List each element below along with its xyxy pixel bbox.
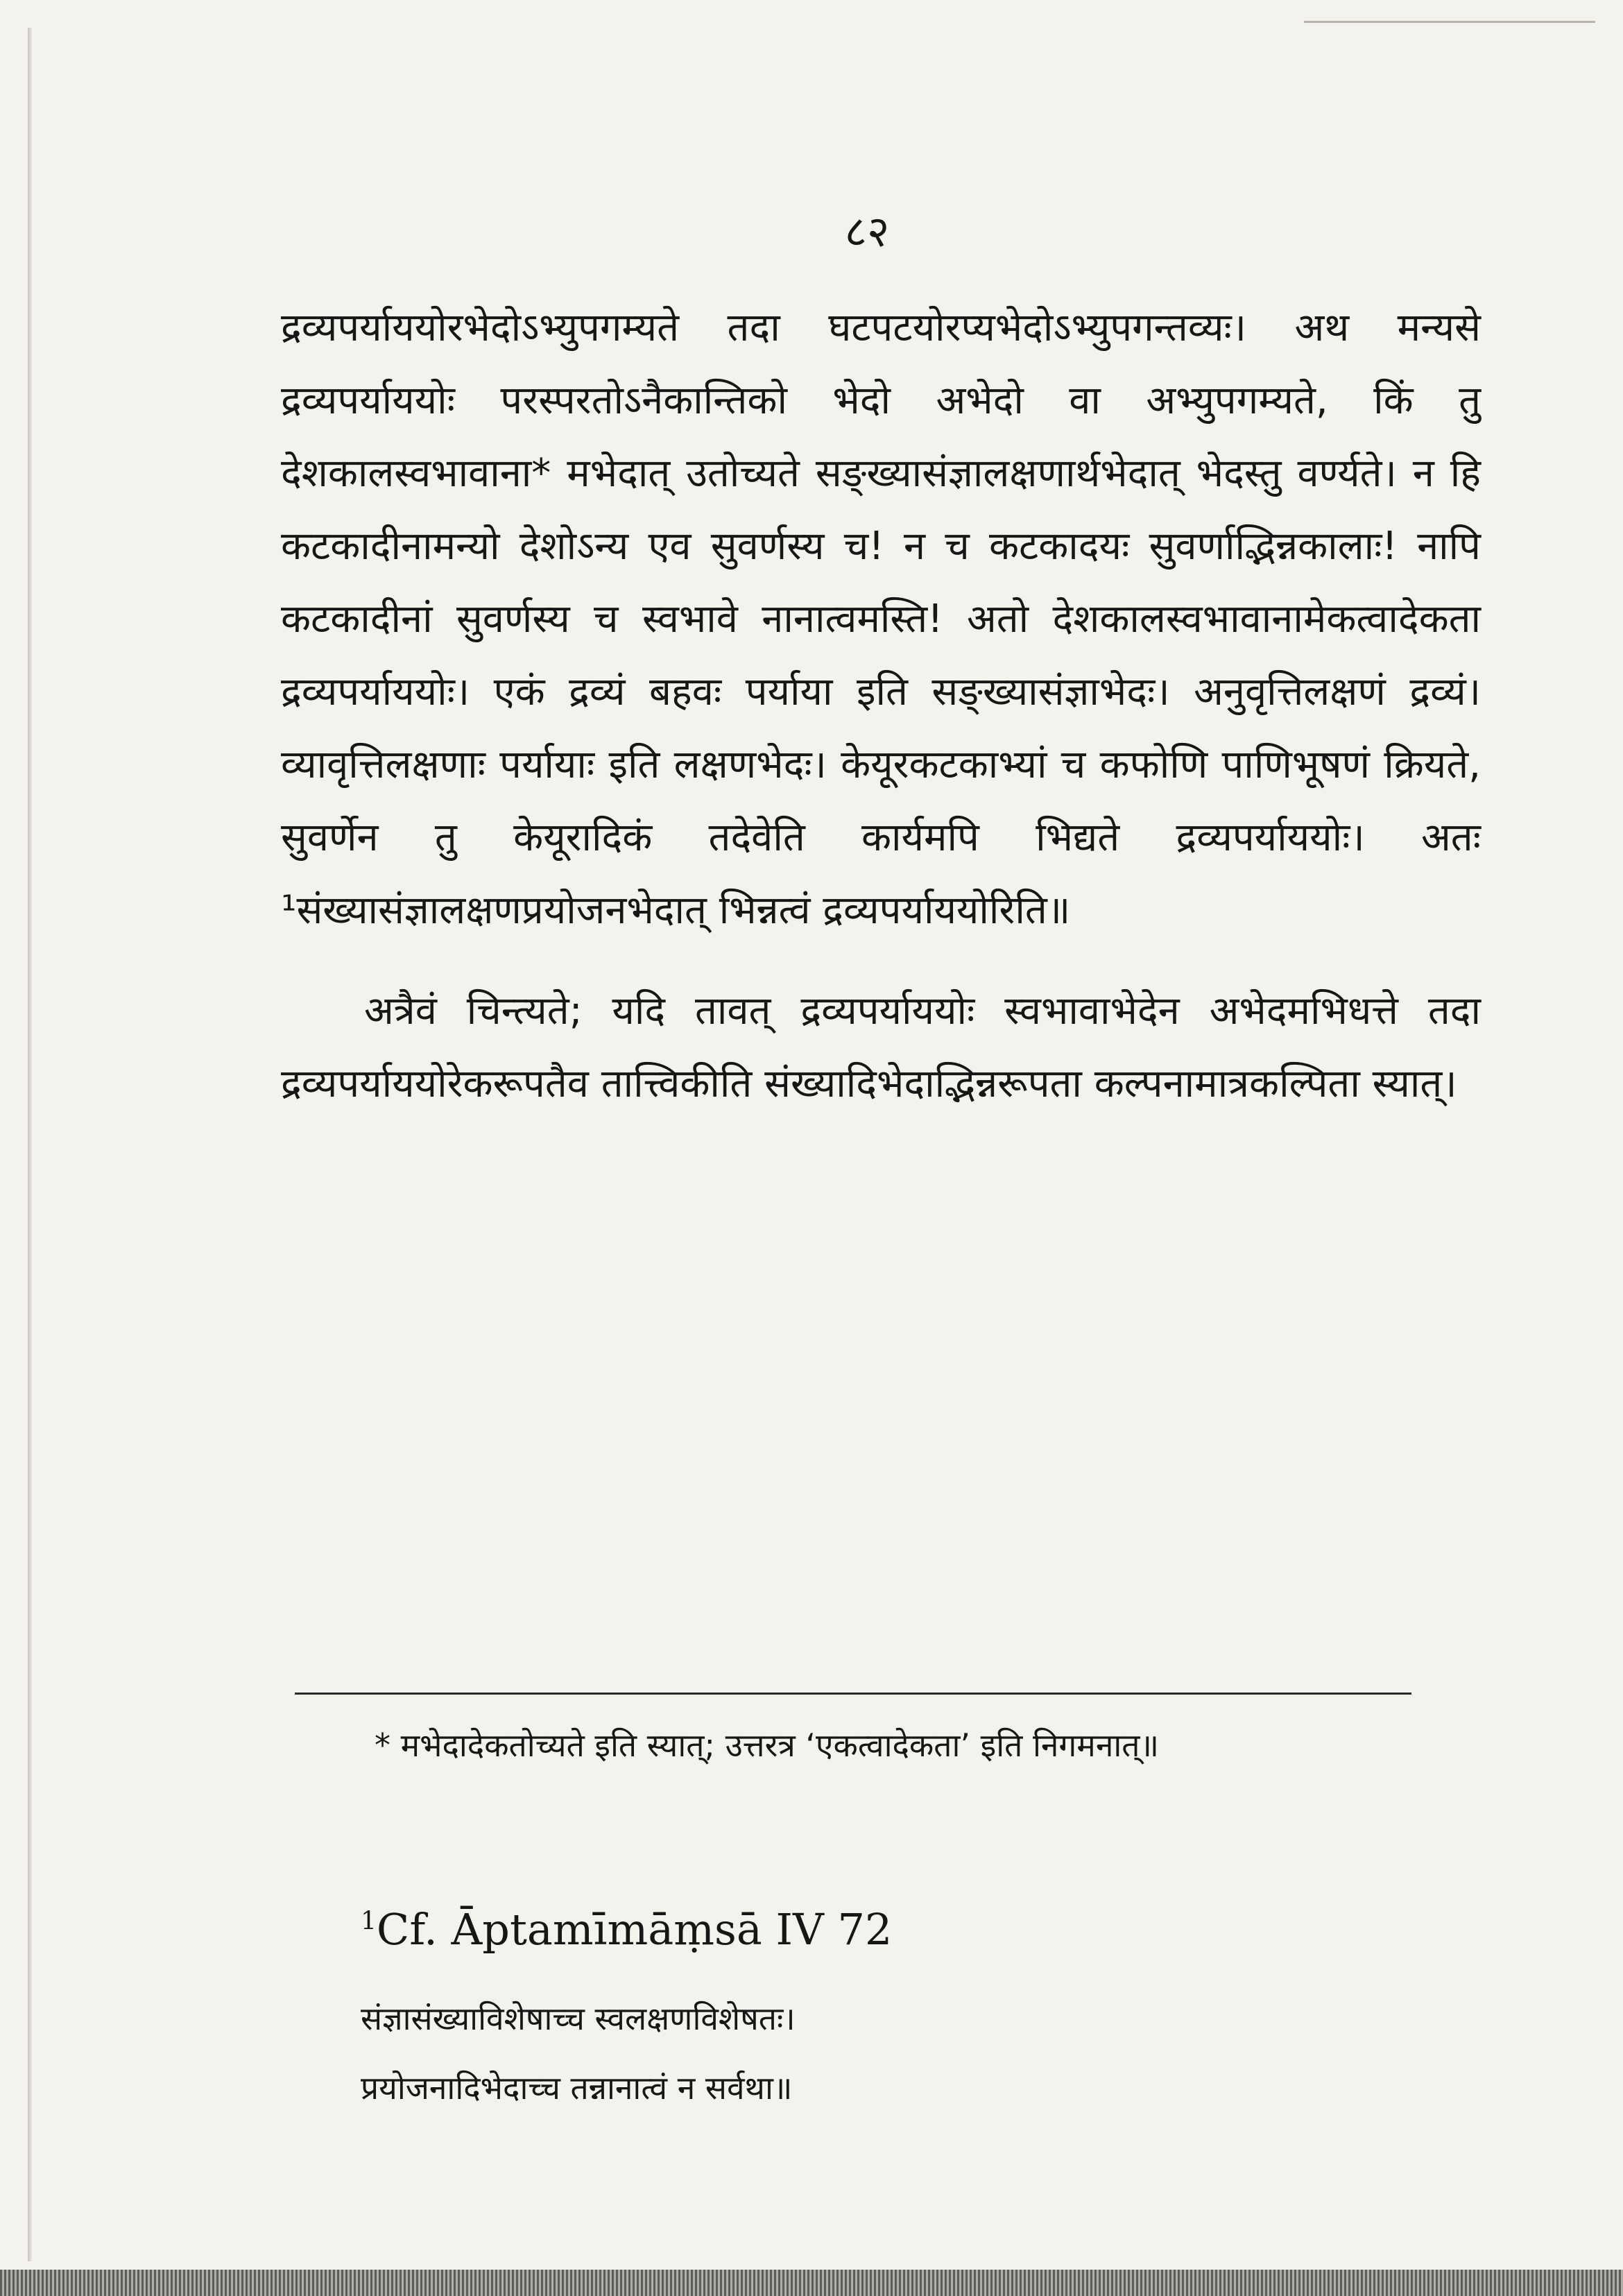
page-edge — [28, 28, 32, 2261]
footnote-cf — [361, 1904, 892, 1955]
footnote-star: * मभेदादेकतोच्यते इति स्यात्; उत्तरत्र ‘एकत्वादेकता’ इति निगमनात्॥ — [375, 1727, 1160, 1764]
page-edge-top — [1304, 21, 1595, 23]
scan-edge-band — [0, 2270, 1623, 2296]
footnote-cf-text: Cf. Āptamīmāṃsā IV 72 — [376, 1904, 893, 1955]
page-number: ८२ — [844, 206, 890, 257]
footnote-divider — [295, 1693, 1411, 1695]
footnote-marker: 1 — [361, 1907, 377, 1936]
paragraph-2: अत्रैवं चिन्त्यते; यदि तावत् द्रव्यपर्याययोः स्वभावाभेदेन अभेदमभिधत्ते तदा द्रव्यपर्याययोरेकरूपतैव तात्त्विकीति संख्यादिभेदाद्भिन्नरूपता कल्पनामात्रकल्पिता स्यात्। — [281, 988, 1481, 1106]
paragraph-1: द्रव्यपर्याययोरभेदोऽभ्युपगम्यते तदा घटपटयोरप्यभेदोऽभ्युपगन्तव्यः। अथ मन्यसे द्रव्यपर्याययोः परस्परतोऽनैकान्तिको भेदो अभेदो वा अभ्युपगम्यते, किं तु देशकालस्वभावाना* मभेदात् उतोच्यते सङ्ख्यासंज्ञालक्षणार्थभेदात् भेदस्तु वर्ण्यते। न हि कटकादीनामन्यो देशोऽन्य एव सुवर्णस्य च! न च कटकादयः सुवर्णाद्भिन्नकालाः! नापि कटकादीनां सुवर्णस्य च स्वभावे नानात्वमस्ति! अतो देशकालस्वभावानामेकत्वादेकता द्रव्यपर्याययोः। एकं द्रव्यं बहवः पर्याया इति सङ्ख्यासंज्ञाभेदः। अनुवृत्तिलक्षणं द्रव्यं। व्यावृत्तिलक्षणाः पर्यायाः इति लक्षणभेदः। केयूरकटकाभ्यां च कफोणि पाणिभूषणं क्रियते, सुवर्णेन तु केयूरादिकं तदेवेति कार्यमपि भिद्यते द्रव्यपर्याययोः। अतः ¹संख्यासंज्ञालक्षणप्रयोजनभेदात् भिन्नत्वं द्रव्यपर्याययोरिति॥ — [281, 305, 1481, 933]
verse-line-1: संज्ञासंख्याविशेषाच्च स्वलक्षणविशेषतः। — [361, 2000, 796, 2037]
verse-quote — [361, 1984, 796, 2123]
verse-line-2: प्रयोजनादिभेदाच्च तन्नानात्वं न सर्वथा॥ — [361, 2069, 793, 2107]
body-text — [281, 291, 1481, 1120]
